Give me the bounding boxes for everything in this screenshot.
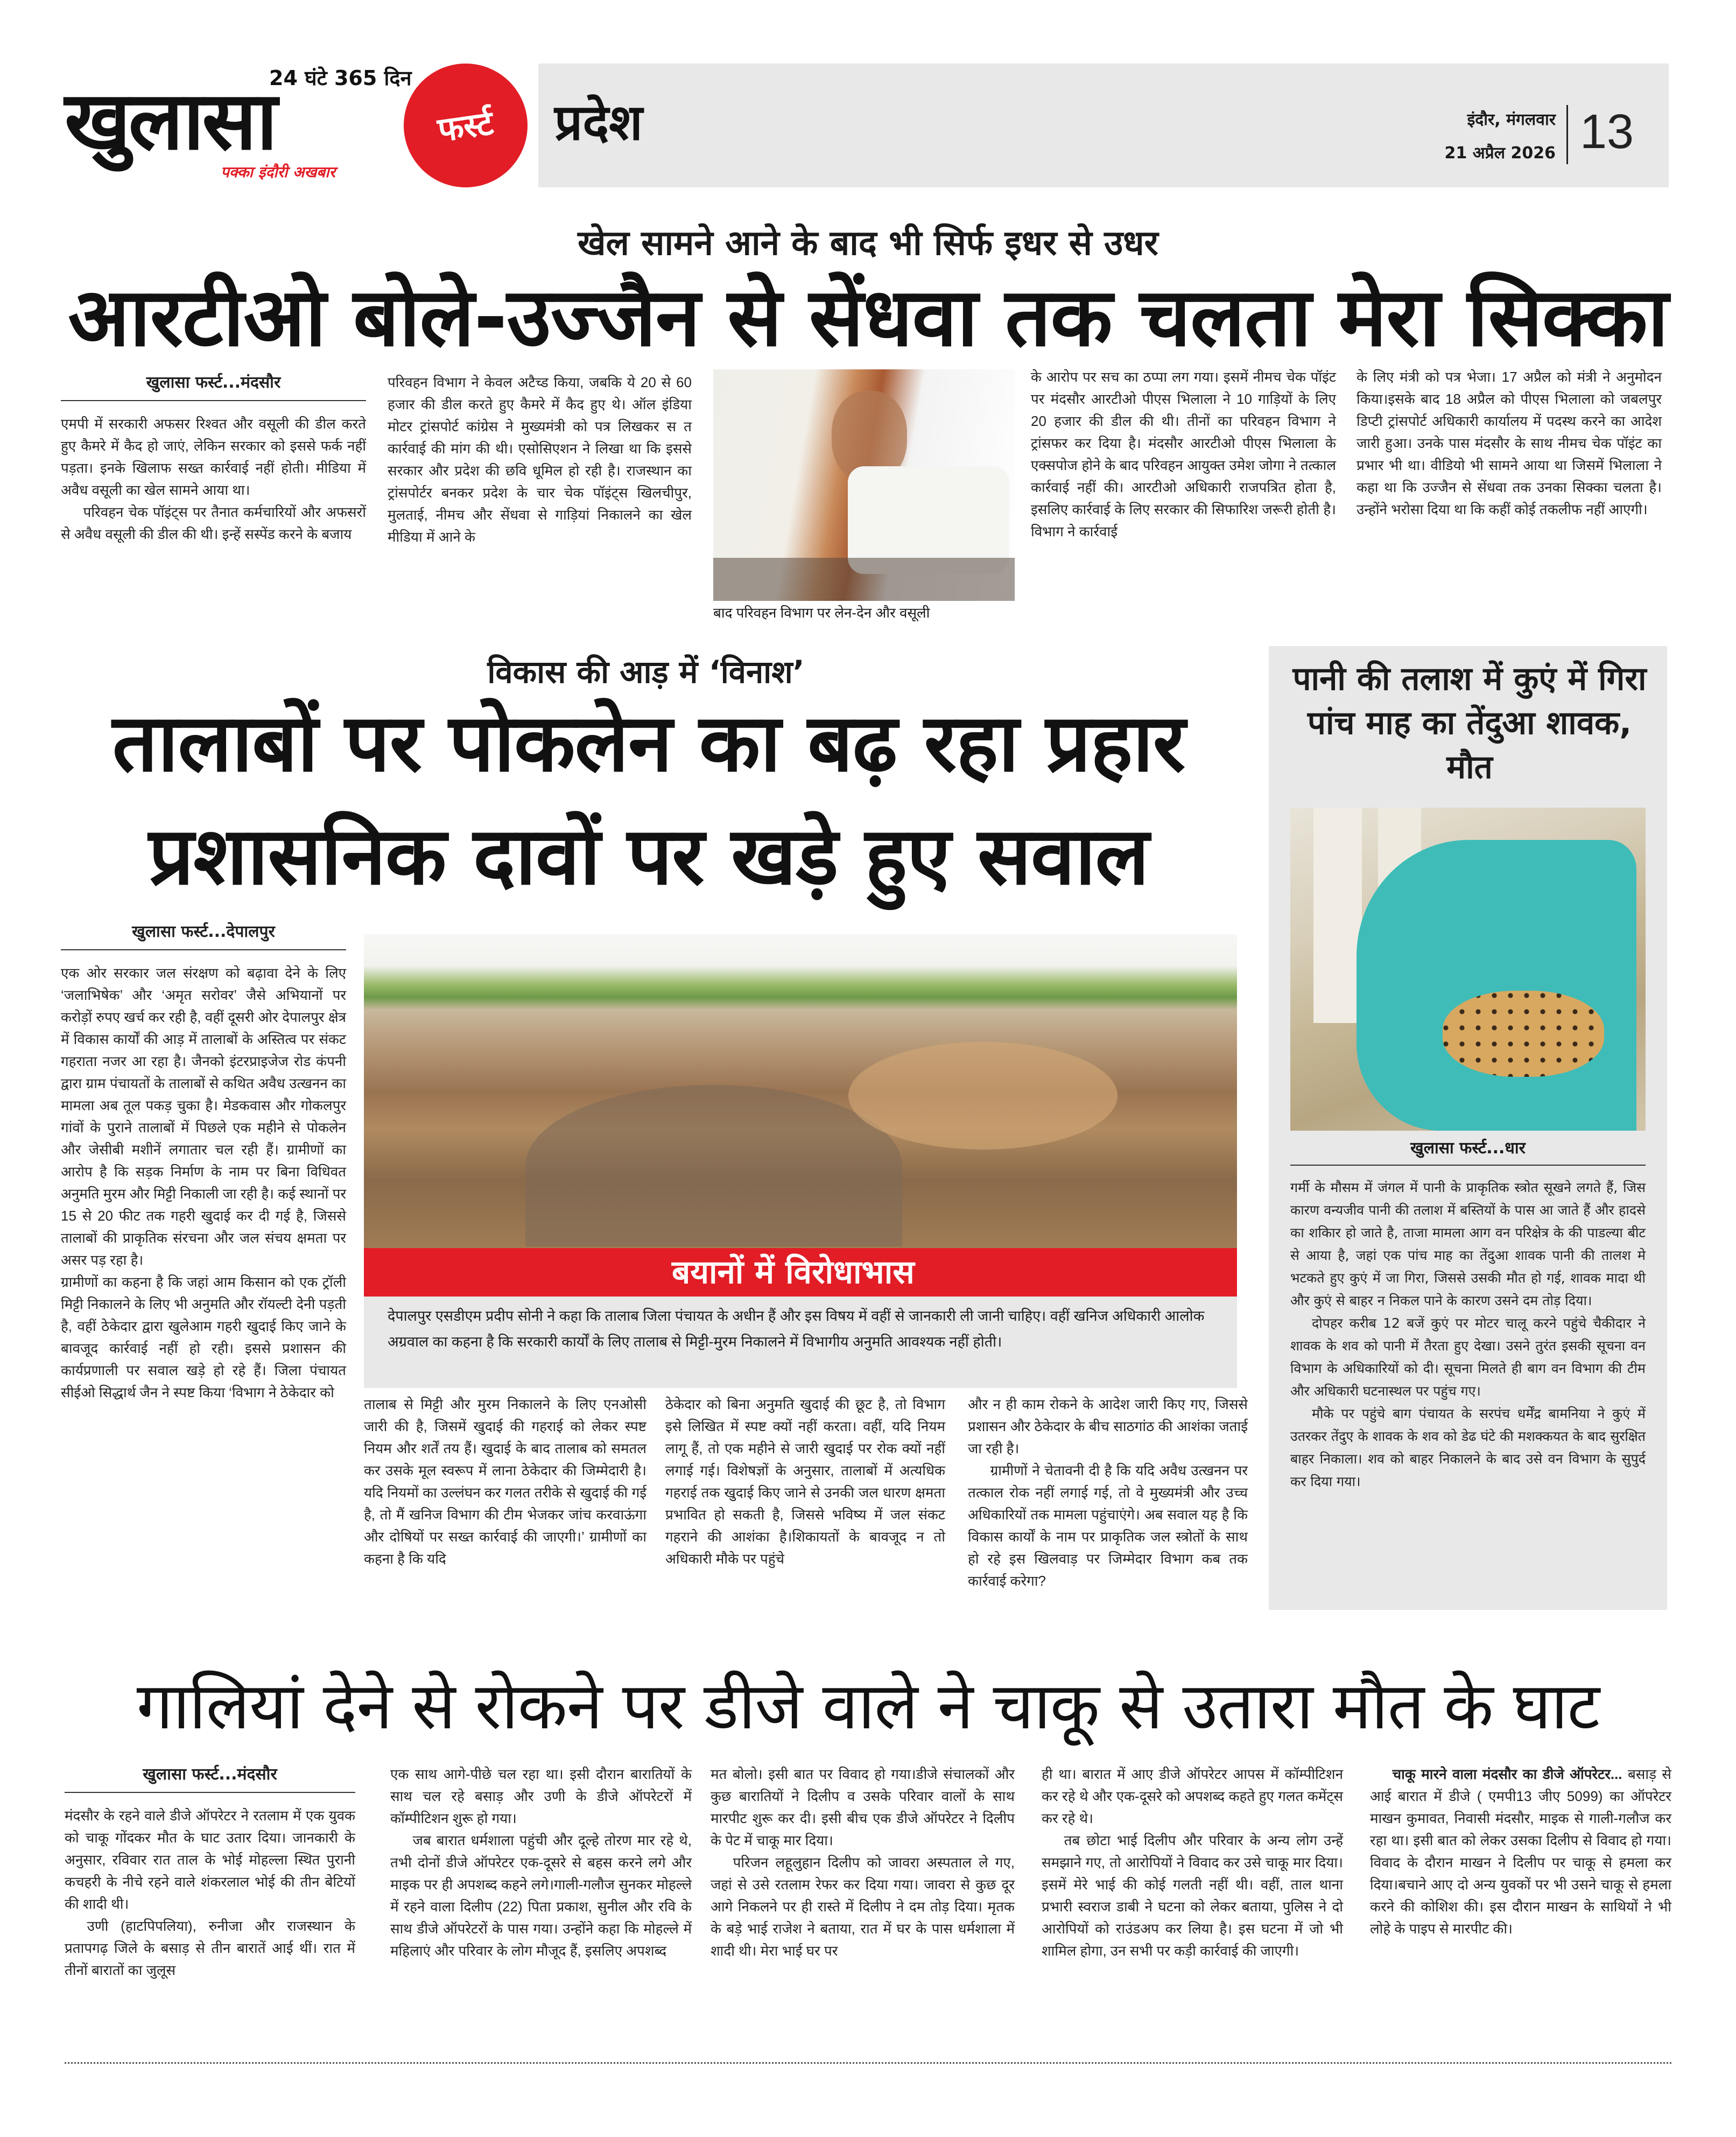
- talab-column-1: [61, 921, 346, 1404]
- photo-leopard-cub: [1443, 991, 1604, 1077]
- header-divider: [1566, 105, 1568, 164]
- leopard-byline: खुलासा फर्स्ट...धार: [1290, 1136, 1646, 1166]
- talab-byline: खुलासा फर्स्ट...देपालपुर: [61, 921, 346, 950]
- page-number: 13: [1580, 105, 1634, 159]
- talab-headline-line-2: प्रशासनिक दावों पर खड़े हुए सवाल: [149, 810, 1149, 902]
- rto-kicker: खेल सामने आने के बाद भी सिर्फ इधर से उधर: [578, 223, 1158, 263]
- header-city-day: इंदौर, मंगलवार: [1467, 110, 1556, 129]
- rto-paragraph: के लिए मंत्री को पत्र भेजा। 17 अप्रैल को मंत्री ने अनुमोदन किया।इसके बाद 18 अप्रैल को पीएस भिलाला को जबलपुर डिप्टी ट्रांसपोर्ट अधिकारी कार्यालय में पदस्थ करने का आदेश जारी हुआ। उनके पास मंदसौर के साथ नीमच चेक पॉइंट का प्रभार भी था। वीडियो भी सामने आया था जिसमें भिलाला ने कहा था कि उज्जैन से सेंधवा तक उनका सिक्का चलता है। उन्होंने भरोसा दिया था कि कहीं कोई तकलीफ नहीं आएगी।: [1357, 369, 1662, 517]
- red-bar-title: बयानों में विरोधाभास: [672, 1253, 915, 1291]
- logo-circle-text: फर्स्ट: [435, 103, 496, 150]
- talab-kicker: विकास की आड़ में ‘विनाश’: [487, 654, 805, 690]
- talab-paragraph: और न ही काम रोकने के आदेश जारी किए गए, जिससे प्रशासन और ठेकेदार के बीच साठगांठ की आशंका जताई जा रही है।: [968, 1396, 1248, 1456]
- dj-paragraph: मत बोलो। इसी बात पर विवाद हो गया।डीजे संचालकों और कुछ बारातियों ने दिलीप व उसके परिवार वालों के साथ मारपीट शुरू कर दी। इसी बीच एक डीजे ऑपरेटर ने दिलीप के पेट में चाकू मार दिया।: [711, 1766, 1015, 1848]
- rto-photo-caption: बाद परिवहन विभाग पर लेन-देन और वसूली: [713, 605, 930, 621]
- leopard-headline: पानी की तलाश में कुएं में गिरा पांच माह का तेंदुआ शावक, मौत: [1292, 660, 1647, 786]
- rto-column-4: [1357, 366, 1662, 521]
- leopard-paragraph: दोपहर करीब 12 बजें कुएं पर मोटर चालू करने पहुंचे चैकीदार ने शावक के शव को पानी में तैरता हुए देखा। उसने तुरंत इसकी सूचना वन विभाग के अधिकारियों को दी। सूचना मिलते ही बाग वन विभाग की टीम और अधिकारी घटनास्थल पर पहुंच गए।: [1290, 1315, 1646, 1399]
- talab-column-3: [665, 1393, 945, 1570]
- rto-column-1: [61, 372, 366, 545]
- talab-paragraph: ग्रामीणों ने चेतावनी दी है कि यदि अवैध उत्खनन पर तत्काल रोक नहीं लगाई गई, तो वे मुख्यमंत्री और उच्च अधिकारियों तक मामला पहुंचाएंगे। अब सवाल यह है कि विकास कार्यों के नाम पर प्राकृतिक जल स्त्रोतों के साथ हो रहे इस खिलवाड़ पर जिम्मेदार विभाग कब तक कार्रवाई करेगा?: [968, 1462, 1248, 1589]
- talab-headline-line-1: तालाबों पर पोकलेन का बढ़ रहा प्रहार: [112, 697, 1185, 789]
- rto-paragraph: एमपी में सरकारी अफसर रिश्वत और वसूली की डील करते हुए कैमरे में कैद हो जाएं, लेकिन सरकार को इससे फर्क नहीं पड़ता। इनके खिलाफ सख्त कार्रवाई नहीं होती। मीडिया में अवैध वसूली का खेल सामने आया था।: [61, 416, 366, 498]
- leopard-paragraph: मौके पर पहुंचे बाग पंचायत के सरपंच धर्मेंद्र बामनिया ने कुएं में उतरकर तेंदुए के शावक के शव को डेढ घंटे की मशक्कयत के बाद सुरक्षित बाहर निकाला। शव को बाहर निकालने के बाद उसे वन विभाग के सुपुर्द कर दिया गया।: [1290, 1406, 1646, 1489]
- talab-paragraph: एक ओर सरकार जल संरक्षण को बढ़ावा देने के लिए ‘जलाभिषेक’ और ‘अमृत सरोवर’ जैसे अभियानों पर करोड़ों रुपए खर्च कर रही है, वहीं दूसरी ओर देपालपुर क्षेत्र में विकास कार्यों की आड़ में तालाबों के अस्तित्व पर संकट गहराता नजर आ रहा है। जैनको इंटरप्राइजेज रोड कंपनी द्वारा ग्राम पंचायतों के तालाबों से कथित अवैध उत्खनन का मामला अब तूल पकड़ चुका है। मेडकवास और गोकलपुर गांवों के पुराने तालाबों में पिछले एक महीने से पोकलेन और जेसीबी मशीनें लगातार चल रही हैं। ग्रामीणों का आरोप है कि सड़क निर्माण के नाम पर बिना विधिवत अनुमति मुरम और मिट्टी निकाली जा रही है। कई स्थानों पर 15 से 20 फीट तक गहरी खुदाई कर दी गई है, जिससे तालाबों की प्राकृतिक संरचना और जल संचय क्षमता पर असर पड़ रहा है।: [61, 965, 346, 1268]
- dj-column-1: [65, 1763, 355, 1981]
- header-date: 21 अप्रैल 2026: [1444, 144, 1556, 163]
- talab-paragraph: तालाब से मिट्टी और मुरम निकालने के लिए एनओसी जारी की है, जिसमें खुदाई की गहराई को लेकर स्पष्ट नियम और शर्तें तय हैं। खुदाई के बाद तालाब को समतल कर उसके मूल स्वरूप में लाना ठेकेदार की जिम्मेदारी है। यदि नियमों का उल्लंघन कर गलत तरीके से खुदाई की गई है, तो मैं खनिज विभाग की टीम भेजकर जांच करवाऊंगा और दोषियों पर सख्त कार्रवाई की जाएगी।’ ग्रामीणों का कहना है कि यदि: [364, 1396, 646, 1567]
- excavated-pond-photo: [364, 934, 1237, 1249]
- dj-column-2: [390, 1763, 692, 1962]
- dj-paragraph: तब छोटा भाई दिलीप और परिवार के अन्य लोग उन्हें समझाने गए, तो आरोपियों ने विवाद कर उसे चाकू मार दिया। इसमें मेरे भाई की कोई गलती नहीं थी। वहीं, ताल थाना प्रभारी स्वराज डाबी ने घटना को लेकर बताया, पुलिस ने दो आरोपियों को राउंडअप कर लिया है। इस घटना में जो भी शामिल होगा, उन सभी पर कड़ी कार्रवाई की जाएगी।: [1042, 1832, 1343, 1959]
- rto-column-3: [1031, 366, 1336, 543]
- photo-green-cloth: [1357, 840, 1636, 1131]
- dj-column-4: [1042, 1763, 1343, 1962]
- rto-paragraph: परिवहन विभाग ने केवल अटैच्ड किया, जबकि ये 20 से 60 हजार की डील करते हुए कैमरे में कैद हुए थे। ऑल इंडिया मोटर ट्रांसपोर्ट कांग्रेस ने मुख्यमंत्री को पत्र लिखकर स त कार्रवाई की मांग की थी। एसोसिएशन ने लिखा था कि इससे सरकार और प्रदेश की छवि धूमिल हो रही है। राजस्थान का ट्रांसपोर्टर बनकर प्रदेश के चार चेक पॉइंट्स खिलचीपुर, मुलताई, नीमच और सेंधवा से गाड़ियां निकालने का खेल मीडिया में आने के: [388, 374, 692, 545]
- rto-officer-photo: [713, 369, 1015, 601]
- dj-paragraph: जब बारात धर्मशाला पहुंची और दूल्हे तोरण मार रहे थे, तभी दोनों डीजे ऑपरेटर एक-दूसरे से बहस करने लगे और माइक पर ही अपशब्द कहने लगे।गाली-गलौज सुनकर मोहल्ले में रहने वाला दिलीप (22) पिता प्रकाश, सुनील और रवि के साथ डीजे ऑपरेटरों के पास गया। उन्होंने कहा कि मोहल्ले में महिलाएं और परिवार के लोग मौजूद हैं, इसलिए अपशब्द: [390, 1832, 692, 1959]
- dotted-rule: [65, 2062, 1671, 2064]
- dj-paragraph: बसाड़ से आई बारात में डीजे ( एमपी13 जीए 5099) का ऑपरेटर माखन कुमावत, निवासी मंदसौर, माइक से गाली-गलौज कर रहा था। इसी बात को लेकर उसका दिलीप से विवाद हो गया। विवाद के दौरान माखन ने दिलीप पर चाकू से हमला कर दिया।बचाने आए दो अन्य युवकों पर भी उसने चाकू से हमला करने की कोशिश की। इस दौरान माखन के साथियों ने भी लोहे के पाइप से मारपीट की।: [1370, 1766, 1671, 1937]
- rto-headline: आरटीओ बोले-उज्जैन से सेंधवा तक चलता मेरा सिक्का: [68, 271, 1668, 365]
- section-title: प्रदेश: [554, 94, 643, 151]
- dj-column-3: [711, 1763, 1015, 1962]
- dj-column-5: [1370, 1763, 1671, 1940]
- rto-byline: खुलासा फर्स्ट...मंदसौर: [61, 372, 366, 401]
- dj-paragraph: ही था। बारात में आए डीजे ऑपरेटर आपस में कॉम्पीटिशन कर रहे थे और एक-दूसरे को अपशब्द कहते हुए गलत कमेंट्स कर रहे थे।: [1042, 1766, 1343, 1826]
- dj-paragraph: एक साथ आगे-पीछे चल रहा था। इसी दौरान बारातियों के साथ चल रहे बसाड़ और उणी के डीजे ऑपरेटरों में कॉम्पीटिशन शुरू हो गया।: [390, 1766, 692, 1826]
- talab-caption-text: देपालपुर एसडीएम प्रदीप सोनी ने कहा कि तालाब जिला पंचायत के अधीन हैं और इस विषय में वहीं से जानकारी ली जानी चाहिए। वहीं खनिज अधिकारी आलोक अग्रवाल का कहना है कि सरकारी कार्यों के लिए तालाब से मिट्टी-मुरम निकालने में विभागीय अनुमति आवश्यक नहीं होती।: [388, 1308, 1205, 1350]
- talab-paragraph: ग्रामीणों का कहना है कि जहां आम किसान को एक ट्रॉली मिट्टी निकालने के लिए भी अनुमति और रॉयल्टी देनी पड़ती है, वहीं ठेकेदार द्वारा खुलेआम गहरी खुदाई किए जाने के बावजूद कार्रवाई नहीं हो रही। इससे प्रशासन की कार्यप्रणाली पर सवाल खड़े हो रहे हैं। जिला पंचायत सीईओ सिद्धार्थ जैन ने स्पष्ट किया ‘विभाग ने ठेकेदार को: [61, 1274, 346, 1400]
- dj-subhead: चाकू मारने वाला मंदसौर का डीजे ऑपरेटर...: [1392, 1766, 1622, 1782]
- logo-tagline: पक्का इंदौरी अखबार: [221, 163, 335, 181]
- dj-headline: गालियां देने से रोकने पर डीजे वाले ने चाकू से उतारा मौत के घाट: [136, 1669, 1600, 1744]
- talab-column-4: [968, 1393, 1248, 1592]
- talab-paragraph: ठेकेदार को बिना अनुमति खुदाई की छूट है, तो विभाग इसे लिखित में स्पष्ट क्यों नहीं करता। वहीं, यदि नियम लागू हैं, तो एक महीने से जारी खुदाई पर रोक क्यों नहीं लगाई गई। विशेषज्ञों के अनुसार, तालाबों में अत्यधिक गहराई तक खुदाई किए जाने से उनकी जल धारण क्षमता प्रभावित हो सकती है, जिससे भविष्य में जल संकट गहराने की आशंका है।शिकायतों के बावजूद न तो अधिकारी मौके पर पहुंचे: [665, 1396, 945, 1567]
- dj-paragraph: मंदसौर के रहने वाले डीजे ऑपरेटर ने रतलाम में एक युवक को चाकू गोंदकर मौत के घाट उतार दिया। जानकारी के अनुसार, रविवार रात ताल के भोई मोहल्ला स्थित पुरानी कचहरी के नीचे रहने वाले शंकरलाल भोई की तीन बेटियों की शादी थी।: [65, 1807, 355, 1912]
- rto-column-2: [388, 372, 692, 548]
- logo-red-circle: [404, 64, 528, 187]
- dj-byline: खुलासा फर्स्ट...मंदसौर: [65, 1763, 355, 1793]
- rto-paragraph: के आरोप पर सच का ठप्पा लग गया। इसमें नीमच चेक पॉइंट पर मंदसौर आरटीओ पीएस भिलाला ने 10 गाड़ियों के लिए 20 हजार की डील की थी। तीनों का परिवहन विभाग ने ट्रांसफर कर दिया है। मंदसौर आरटीओ पीएस भिलाला के एक्सपोज होने के बाद परिवहन आयुक्त उमेश जोगा ने तत्काल कार्रवाई नहीं की। आरटीओ अधिकारी राजपत्रित होता है, इसलिए कार्रवाई के लिए सरकार की सिफारिश जरूरी होती है। विभाग ने कार्रवाई: [1031, 369, 1336, 539]
- leopard-body: [1290, 1176, 1646, 1493]
- logo-slogan: 24 घंटे 365 दिन: [269, 66, 412, 90]
- photo-person-leg: [1313, 808, 1362, 1023]
- dj-paragraph: परिजन लहूलुहान दिलीप को जावरा अस्पताल ले गए, जहां से उसे रतलाम रेफर कर दिया गया। जावरा से कुछ दूर आगे निकलने पर ही रास्ते में दिलीप ने दम तोड़ दिया। मृतक के बड़े भाई राजेश ने बताया, रात में घर के पास धर्मशाला में शादी थी। मेरा भाई घर पर: [711, 1854, 1015, 1959]
- newspaper-logo: खुलासा: [65, 74, 276, 168]
- dj-paragraph: उणी (हाटपिपलिया), रुनीजा और राजस्थान के प्रतापगढ़ जिले के बसाड़ से तीन बारातें आई थीं। रात में तीनों बारातों का जुलूस: [65, 1918, 355, 1978]
- talab-column-2: [364, 1393, 646, 1570]
- rto-paragraph: परिवहन चेक पॉइंट्स पर तैनात कर्मचारियों और अफसरों से अवैध वसूली की डील की थी। इन्हें सस्पेंड करने के बजाय: [61, 504, 366, 542]
- leopard-paragraph: गर्मी के मौसम में जंगल में पानी के प्राकृतिक स्त्रोत सूखने लगते हैं, जिस कारण वन्यजीव पानी की तलाश में बस्तियों के पास आ जाते हैं और हादसे का शकिार हो जाते है, ताजा मामला आग वन परिक्षेत्र के की पाडल्या बीट से आया है, जहां एक पांच माह का तेंदुआ शावक पानी की तालश मे भटकते हुए कुएं में जा गिरा, जिससे उसकी मौत हो गई, शावक मादा थी और कुएं से बाहर न निकल पाने के कारण उसने दम तोड़ दिया।: [1290, 1180, 1646, 1308]
